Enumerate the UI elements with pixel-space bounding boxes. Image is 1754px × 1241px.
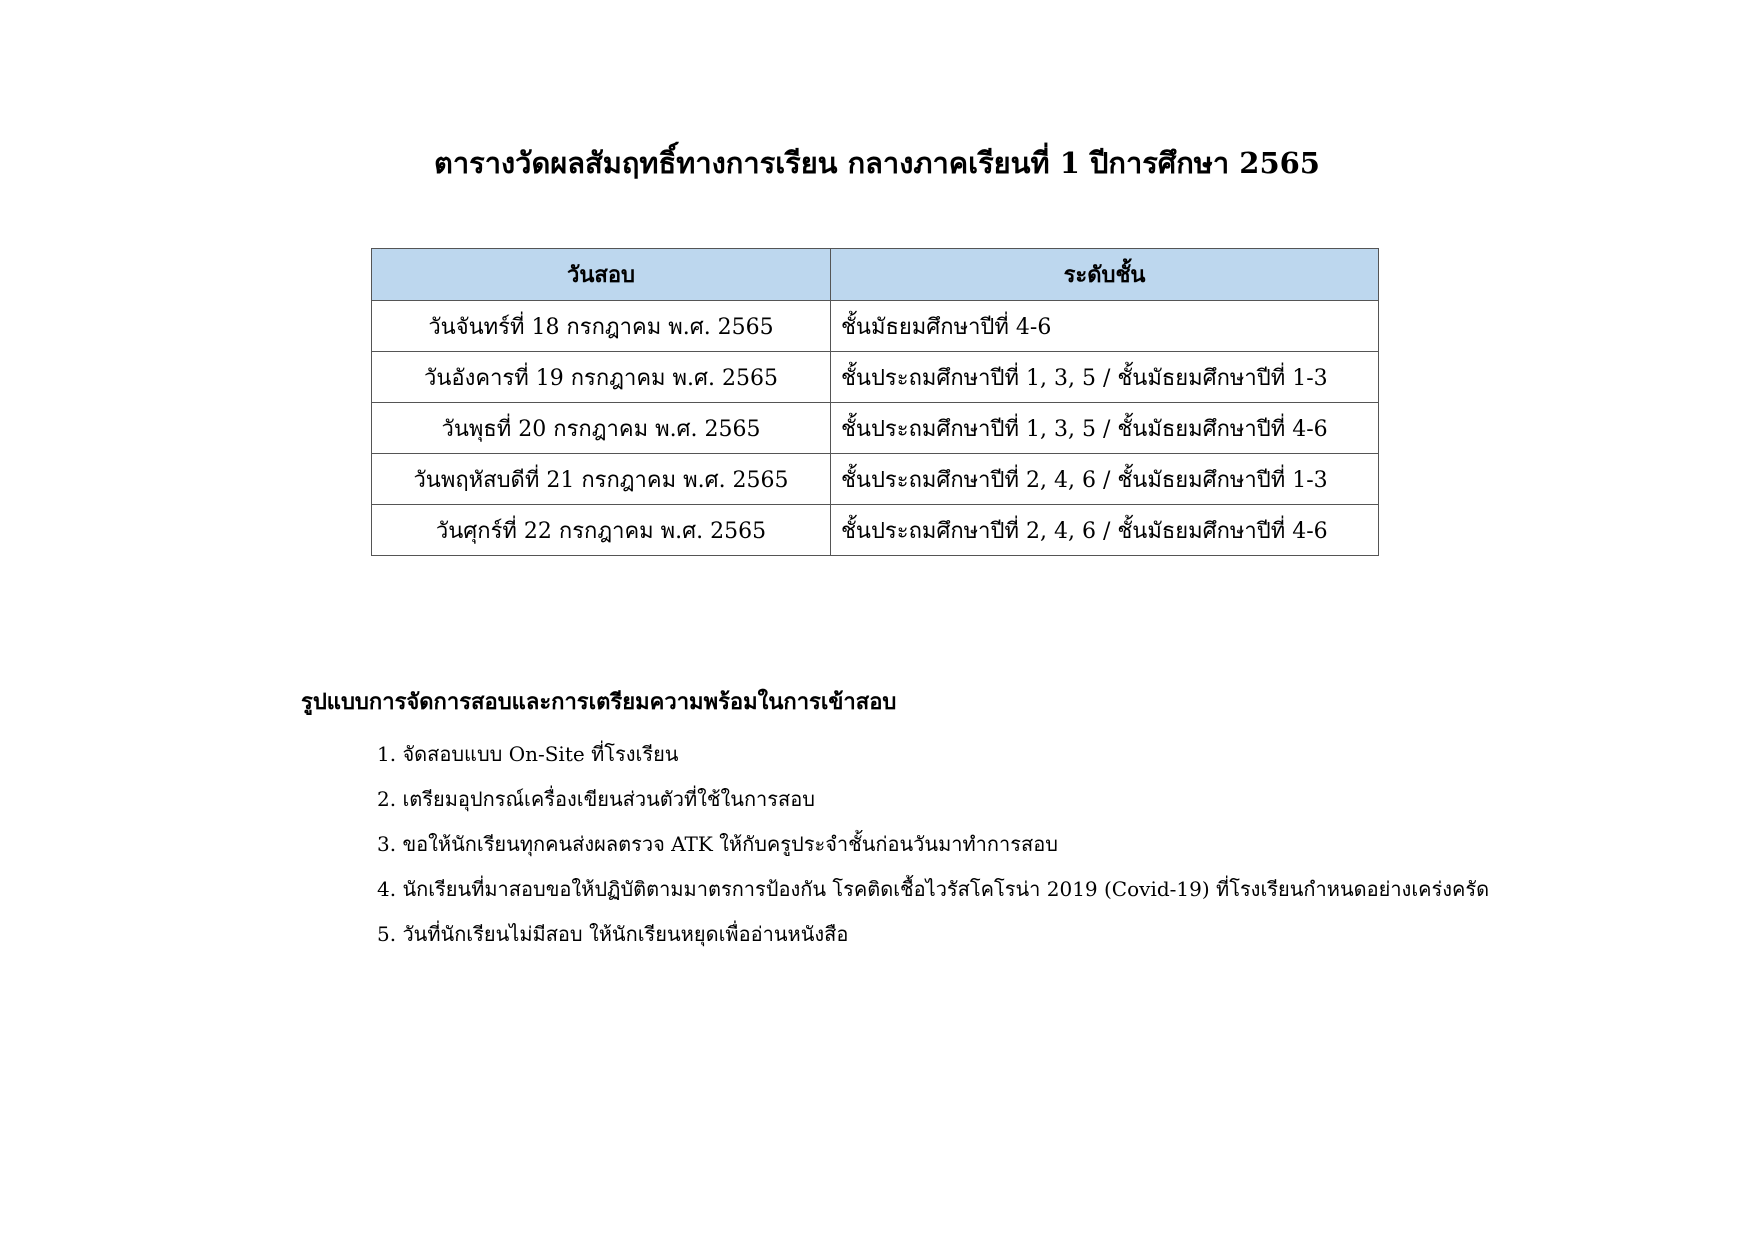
page-title: ตารางวัดผลสัมฤทธิ์ทางการเรียน กลางภาคเรียนที่ 1 ปีการศึกษา 2565	[434, 146, 1320, 180]
list-item: 2. เตรียมอุปกรณ์เครื่องเขียนส่วนตัวที่ใช้ในการสอบ	[377, 787, 815, 811]
table-row	[372, 352, 1379, 403]
exam-date-cell: วันอังคารที่ 19 กรกฎาคม พ.ศ. 2565	[372, 352, 831, 403]
table-row	[372, 403, 1379, 454]
table-header-row	[372, 249, 1379, 301]
grade-level-cell: ชั้นประถมศึกษาปีที่ 1, 3, 5 / ชั้นมัธยมศึกษาปีที่ 4-6	[831, 403, 1379, 454]
list-item: 3. ขอให้นักเรียนทุกคนส่งผลตรวจ ATK ให้กับครูประจำชั้นก่อนวันมาทำการสอบ	[377, 832, 1058, 856]
grade-level-cell: ชั้นประถมศึกษาปีที่ 2, 4, 6 / ชั้นมัธยมศึกษาปีที่ 1-3	[831, 454, 1379, 505]
exam-date-cell: วันจันทร์ที่ 18 กรกฎาคม พ.ศ. 2565	[372, 301, 831, 352]
exam-date-cell: วันพฤหัสบดีที่ 21 กรกฎาคม พ.ศ. 2565	[372, 454, 831, 505]
grade-level-cell: ชั้นมัธยมศึกษาปีที่ 4-6	[831, 301, 1379, 352]
exam-schedule-table	[371, 248, 1379, 556]
guidelines-heading: รูปแบบการจัดการสอบและการเตรียมความพร้อมในการเข้าสอบ	[301, 689, 897, 715]
grade-level-cell: ชั้นประถมศึกษาปีที่ 1, 3, 5 / ชั้นมัธยมศึกษาปีที่ 1-3	[831, 352, 1379, 403]
table-row	[372, 505, 1379, 556]
list-item: 1. จัดสอบแบบ On-Site ที่โรงเรียน	[377, 742, 679, 766]
grade-level-cell: ชั้นประถมศึกษาปีที่ 2, 4, 6 / ชั้นมัธยมศึกษาปีที่ 4-6	[831, 505, 1379, 556]
list-item: 5. วันที่นักเรียนไม่มีสอบ ให้นักเรียนหยุดเพื่ออ่านหนังสือ	[377, 922, 849, 946]
guidelines-list	[377, 732, 1489, 957]
table-row	[372, 301, 1379, 352]
table-row	[372, 454, 1379, 505]
exam-date-cell: วันพุธที่ 20 กรกฎาคม พ.ศ. 2565	[372, 403, 831, 454]
exam-date-cell: วันศุกร์ที่ 22 กรกฎาคม พ.ศ. 2565	[372, 505, 831, 556]
column-header-grade-level: ระดับชั้น	[831, 249, 1379, 301]
column-header-exam-date: วันสอบ	[372, 249, 831, 301]
list-item: 4. นักเรียนที่มาสอบขอให้ปฏิบัติตามมาตรการป้องกัน โรคติดเชื้อไวรัสโคโรน่า 2019 (Covid-19) ที่โรงเรียนกำหนดอย่างเคร่งครัด	[377, 877, 1490, 901]
